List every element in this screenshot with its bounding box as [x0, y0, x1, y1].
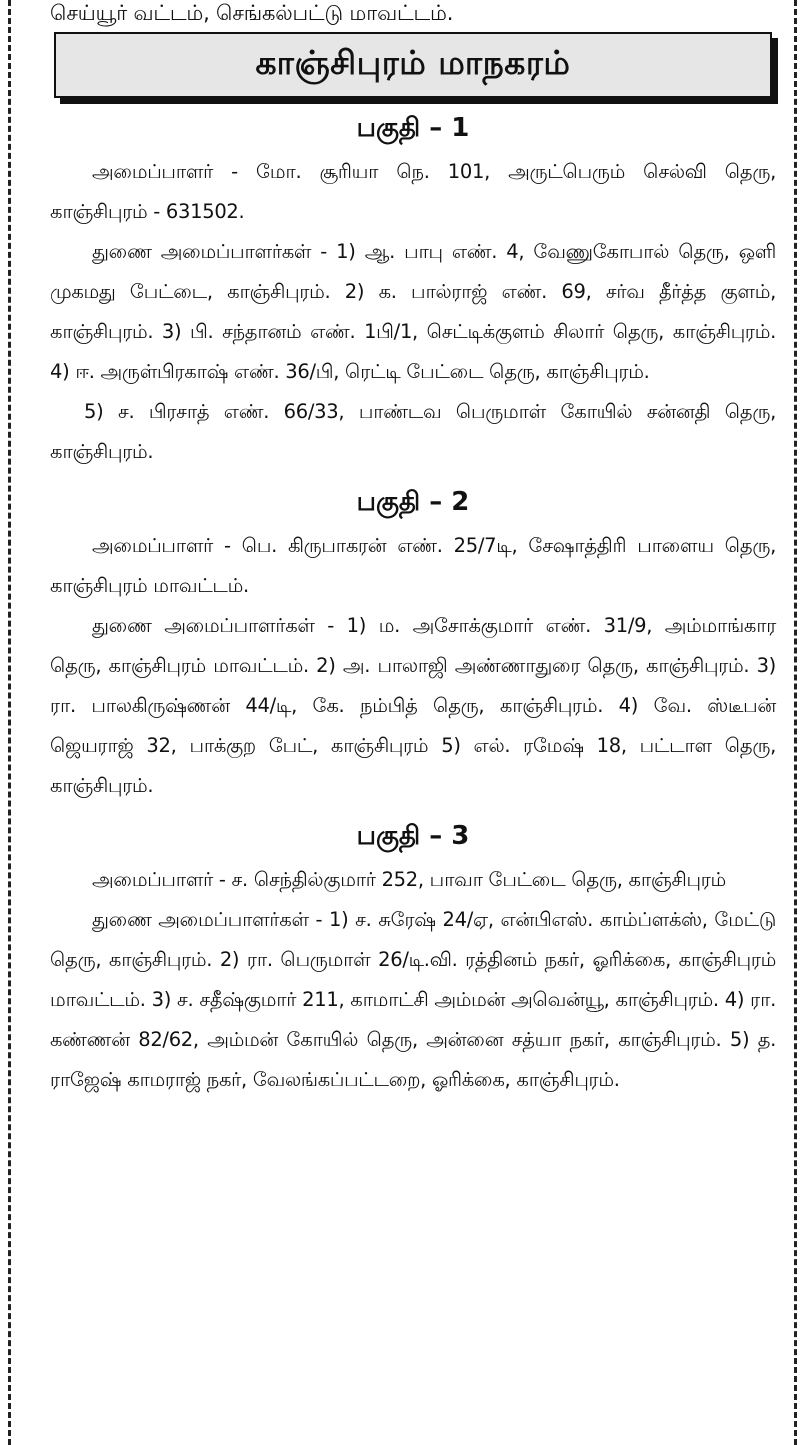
organizer-paragraph: அமைப்பாளர் - பெ. கிருபாகரன் எண். 25/7டி, சேஷாத்திரி பாளைய தெரு, காஞ்சிபுரம் மாவட்டம்.	[50, 534, 776, 597]
title-banner	[54, 32, 772, 98]
previous-section-tail: செய்யூர் வட்டம், செங்கல்பட்டு மாவட்டம்.	[50, 1, 454, 25]
organizer-paragraph: அமைப்பாளர் - ச. செந்தில்குமார் 252, பாவா பேட்டை தெரு, காஞ்சிபுரம்	[92, 868, 726, 891]
section-heading: பகுதி – 1	[356, 113, 470, 143]
deputies-continued-paragraph: 5) ச. பிரசாத் எண். 66/33, பாண்டவ பெருமாள் கோயில் சன்னதி தெரு, காஞ்சிபுரம்.	[50, 400, 776, 463]
section-1	[50, 110, 776, 472]
document-column	[50, 0, 776, 1100]
organizer-paragraph: அமைப்பாளர் - மோ. சூரியா நெ. 101, அருட்பெரும் செல்வி தெரு, காஞ்சிபுரம் - 631502.	[50, 160, 776, 223]
page-title: காஞ்சிபுரம் மாநகரம்	[255, 43, 571, 82]
right-dashed-border	[794, 0, 797, 1445]
section-2	[50, 484, 776, 806]
left-dashed-border	[8, 0, 11, 1445]
section-3	[50, 818, 776, 1100]
deputies-paragraph: துணை அமைப்பாளர்கள் - 1) ம. அசோக்குமார் எண். 31/9, அம்மாங்கார தெரு, காஞ்சிபுரம் மாவட்டம். 2) அ. பாலாஜி அண்ணாதுரை தெரு, காஞ்சிபுரம். 3) ரா. பாலகிருஷ்ணன் 44/டி, கே. நம்பித் தெரு, காஞ்சிபுரம். 4) வே. ஸ்டீபன் ஜெயராஜ் 32, பாக்குற பேட், காஞ்சிபுரம் 5) எல். ரமேஷ் 18, பட்டாள தெரு, காஞ்சிபுரம்.	[50, 614, 776, 797]
section-heading: பகுதி – 3	[356, 821, 470, 851]
section-heading: பகுதி – 2	[356, 487, 470, 517]
deputies-paragraph: துணை அமைப்பாளர்கள் - 1) ச. சுரேஷ் 24/ஏ, என்பிஎஸ். காம்ப்ளக்ஸ், மேட்டு தெரு, காஞ்சிபுரம். 2) ரா. பெருமாள் 26/டி.வி. ரத்தினம் நகர், ஓரிக்கை, காஞ்சிபுரம் மாவட்டம். 3) ச. சதீஷ்குமார் 211, காமாட்சி அம்மன் அவென்யூ, காஞ்சிபுரம். 4) ரா. கண்ணன் 82/62, அம்மன் கோயில் தெரு, அன்னை சத்யா நகர், காஞ்சிபுரம். 5) த. ராஜேஷ் காமராஜ் நகர், வேலங்கப்பட்டறை, ஓரிக்கை, காஞ்சிபுரம்.	[50, 908, 776, 1091]
deputies-paragraph: துணை அமைப்பாளர்கள் - 1) ஆ. பாபு எண். 4, வேணுகோபால் தெரு, ஒளி முகமது பேட்டை, காஞ்சிபுரம். 2) க. பால்ராஜ் எண். 69, சர்வ தீர்த்த குளம், காஞ்சிபுரம். 3) பி. சந்தானம் எண். 1பி/1, செட்டிக்குளம் சிலார் தெரு, காஞ்சிபுரம். 4) ஈ. அருள்பிரகாஷ் எண். 36/பி, ரெட்டி பேட்டை தெரு, காஞ்சிபுரம்.	[50, 240, 776, 383]
